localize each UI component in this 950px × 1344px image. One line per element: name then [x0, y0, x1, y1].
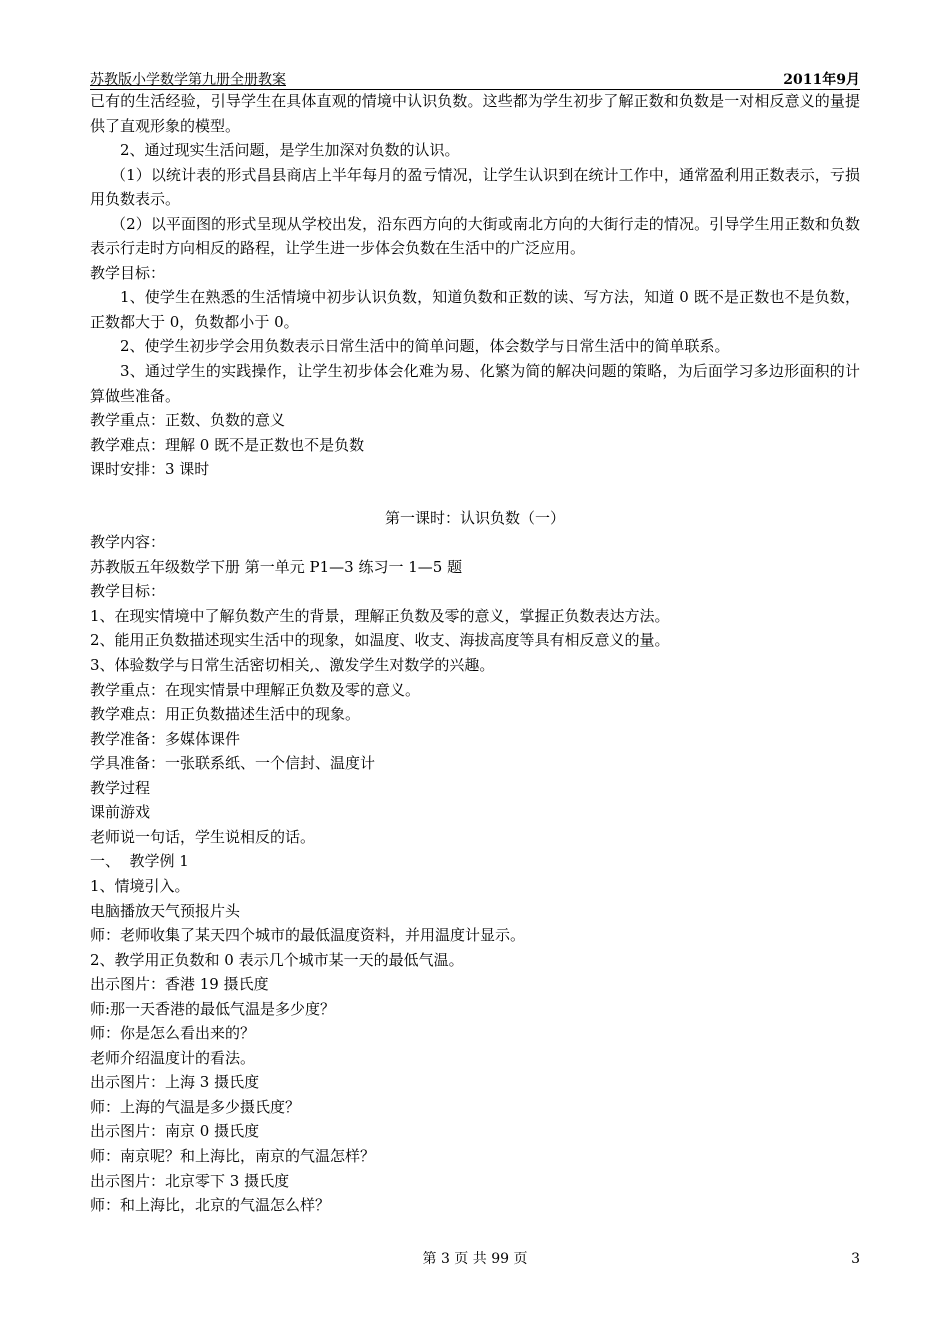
- paragraph: 2、通过现实生活问题，是学生加深对负数的认识。: [120, 141, 460, 160]
- paragraph: 出示图片：北京零下 3 摄氏度: [90, 1171, 290, 1190]
- header-title: 苏教版小学数学第九册全册教案: [90, 72, 286, 88]
- paragraph: 教学重点：正数、负数的意义: [90, 411, 286, 430]
- paragraph: 1、使学生在熟悉的生活情境中初步认识负数，知道负数和正数的读、写方法，知道 0 既不是正数也不是负数，正数都大于 0，负数都小于 0。: [90, 288, 860, 331]
- paragraph: 出示图片：香港 19 摄氏度: [90, 975, 269, 994]
- paragraph: 师:那一天香港的最低气温是多少度？: [90, 999, 336, 1018]
- paragraph: 教学重点：在现实情景中理解正负数及零的意义。: [90, 680, 421, 699]
- paragraph: 学具准备：一张联系纸、一个信封、温度计: [90, 754, 376, 773]
- paragraph: 老师介绍温度计的看法。: [90, 1048, 256, 1067]
- paragraph: 师：你是怎么看出来的？: [90, 1024, 256, 1043]
- paragraph: 2、能用正负数描述现实生活中的现象，如温度、收支、海拔高度等具有相反意义的量。: [90, 631, 670, 650]
- paragraph: 3、体验数学与日常生活密切相关,、激发学生对数学的兴趣。: [90, 656, 495, 675]
- paragraph: 2、使学生初步学会用负数表示日常生活中的简单问题，体会数学与日常生活中的简单联系。: [120, 337, 730, 356]
- lesson-title: 第一课时：认识负数（一）: [384, 508, 565, 527]
- page-number: 3: [851, 1251, 860, 1267]
- paragraph: 师：上海的气温是多少摄氏度？: [90, 1097, 301, 1116]
- section-heading: 教学过程: [90, 778, 151, 797]
- paragraph: 1、情境引入。: [90, 876, 190, 895]
- paragraph: 电脑播放天气预报片头: [90, 901, 241, 920]
- paragraph: 已有的生活经验，引导学生在具体直观的情境中认识负数。这些都为学生初步了解正数和负数是一对相反意义的量提供了直观形象的模型。: [90, 92, 860, 135]
- paragraph: 老师说一句话，学生说相反的话。: [90, 827, 316, 846]
- header-date: 2011年9月: [783, 72, 860, 88]
- document-body: [90, 89, 860, 1218]
- section-heading: 教学目标：: [90, 263, 166, 282]
- paragraph: 课时安排：3 课时: [90, 460, 210, 479]
- paragraph: 教学难点：理解 0 既不是正数也不是负数: [90, 435, 365, 454]
- section-heading: 教学内容：: [90, 533, 166, 552]
- paragraph: 教学难点：用正负数描述生活中的现象。: [90, 705, 361, 724]
- paragraph: （1）以统计表的形式昌县商店上半年每月的盈亏情况，让学生认识到在统计工作中，通常盈利用正数表示，亏损用负数表示。: [90, 165, 860, 209]
- page-label: 第 3 页 共 99 页: [422, 1251, 528, 1267]
- page-header: [90, 72, 860, 90]
- paragraph: 3、通过学生的实践操作，让学生初步体会化难为易、化繁为简的解决问题的策略，为后面学习多边形面积的计算做些准备。: [90, 362, 860, 405]
- paragraph: 课前游戏: [90, 803, 151, 822]
- page-footer: [90, 1249, 860, 1269]
- paragraph: 1、在现实情境中了解负数产生的背景，理解正负数及零的意义，掌握正负数表达方法。: [90, 606, 670, 625]
- section-heading: 一、 教学例 1: [90, 852, 189, 871]
- paragraph: 师：和上海比，北京的气温怎么样？: [90, 1196, 331, 1215]
- paragraph: 师：老师收集了某天四个城市的最低温度资料，并用温度计显示。: [90, 926, 526, 945]
- paragraph: （2）以平面图的形式呈现从学校出发，沿东西方向的大街或南北方向的大街行走的情况。引导学生用正数和负数表示行走时方向相反的路程，让学生进一步体会负数在生活中的广泛应用。: [90, 214, 860, 258]
- paragraph: 苏教版五年级数学下册 第一单元 P1—3 练习一 1—5 题: [90, 557, 463, 576]
- paragraph: 教学准备：多媒体课件: [90, 729, 241, 748]
- section-heading: 教学目标：: [90, 582, 166, 601]
- paragraph: 出示图片：南京 0 摄氏度: [90, 1122, 260, 1141]
- paragraph: 2、教学用正负数和 0 表示几个城市某一天的最低气温。: [90, 950, 464, 969]
- paragraph: 出示图片：上海 3 摄氏度: [90, 1073, 260, 1092]
- paragraph: 师：南京呢？和上海比，南京的气温怎样？: [90, 1146, 376, 1165]
